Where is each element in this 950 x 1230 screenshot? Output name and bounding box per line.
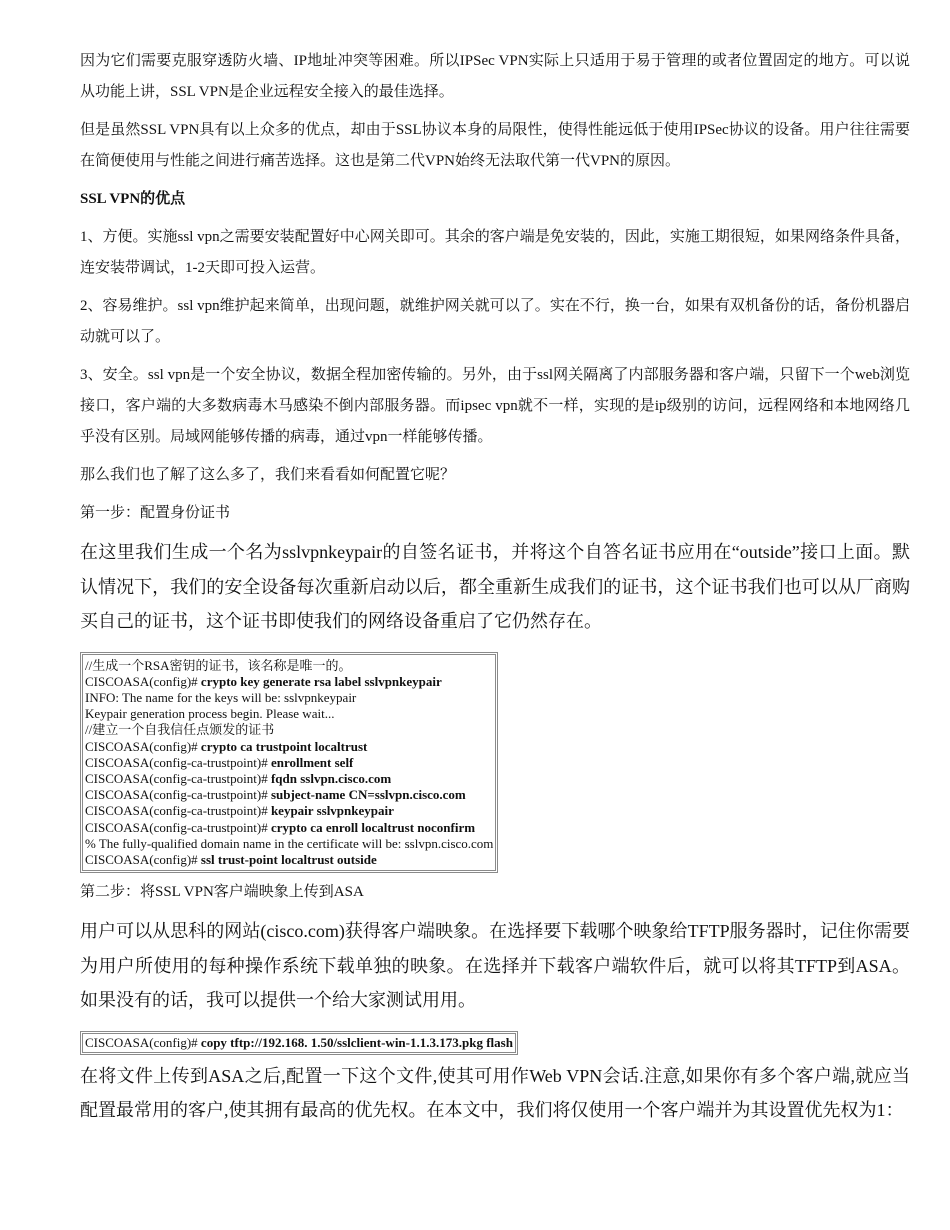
document-page <box>80 46 910 1137</box>
code-line: CISCOASA(config)# ssl trust-point localtrust outside <box>85 851 377 867</box>
step1-code-block <box>80 652 498 874</box>
code-line: % The fully-qualified domain name in the certificate will be: sslvpn.cisco.com <box>85 835 494 851</box>
advantage-item-3: 3、安全。ssl vpn是一个安全协议，数据全程加密传输的。另外，由于ssl网关隔离了内部服务器和客户端，只留下一个web浏览接口，客户端的大多数病毒木马感染不倒内部服务器。而ipsec vpn就不一样，实现的是ip级别的访问，远程网络和本地网络几乎没有区别。局域网能够传播的病毒，通过vpn一样能够传播。 <box>80 367 910 445</box>
code-line: CISCOASA(config-ca-trustpoint)# enrollment self <box>85 754 354 770</box>
step2-description: 用户可以从思科的网站(cisco.com)获得客户端映象。在选择要下载哪个映象给TFTP服务器时，记住你需要为用户所使用的每种操作系统下载单独的映象。在选择并下载客户端软件后，就可以将其TFTP到ASA。如果没有的话，我可以提供一个给大家测试用用。 <box>80 921 910 1011</box>
code-line: INFO: The name for the keys will be: sslvpnkeypair <box>85 689 357 705</box>
transition-text: 那么我们也了解了这么多了，我们来看看如何配置它呢？ <box>80 467 456 483</box>
code-line: CISCOASA(config)# copy tftp://192.168. 1.50/sslclient-win-1.1.3.173.pkg flash <box>85 1034 513 1050</box>
code-line: CISCOASA(config-ca-trustpoint)# fqdn sslvpn.cisco.com <box>85 770 392 786</box>
code-line: CISCOASA(config)# crypto ca trustpoint localtrust <box>85 738 368 754</box>
intro-paragraph-1: 因为它们需要克服穿透防火墙、IP地址冲突等困难。所以IPSec VPN实际上只适用于易于管理的或者位置固定的地方。可以说从功能上讲，SSL VPN是企业远程安全接入的最佳选择。 <box>80 53 910 100</box>
step1-title: 第一步：配置身份证书 <box>80 505 231 521</box>
code-line: //建立一个自我信任点颁发的证书 <box>85 722 275 738</box>
advantage-item-2: 2、容易维护。ssl vpn维护起来简单，出现问题，就维护网关就可以了。实在不行，换一台，如果有双机备份的话，备份机器启动就可以了。 <box>80 298 910 345</box>
step1-description: 在这里我们生成一个名为sslvpnkeypair的自签名证书，并将这个自答名证书应用在“outside”接口上面。默认情况下，我们的安全设备每次重新启动以后，都全重新生成我们的证书，这个证书我们也可以从厂商购买自己的证书，这个证书即使我们的网络设备重启了它仍然存在。 <box>80 542 910 631</box>
advantages-heading: SSL VPN的优点 <box>80 191 186 207</box>
code-line: CISCOASA(config-ca-trustpoint)# subject-name CN=sslvpn.cisco.com <box>85 787 466 803</box>
code-line: CISCOASA(config-ca-trustpoint)# keypair sslvpnkeypair <box>85 803 394 819</box>
step2-title: 第二步：将SSL VPN客户端映象上传到ASA <box>80 884 364 901</box>
step2-code-block <box>80 1031 518 1055</box>
code-line: CISCOASA(config)# crypto key generate rsa label sslvpnkeypair <box>85 673 442 689</box>
code-line: Keypair generation process begin. Please wait... <box>85 706 335 722</box>
advantage-item-1: 1、方便。实施ssl vpn之需要安装配置好中心网关即可。其余的客户端是免安装的，因此，实施工期很短，如果网络条件具备，连安装带调试，1-2天即可投入运营。 <box>80 229 910 276</box>
code-line: //生成一个RSA密钥的证书，该名称是唯一的。 <box>85 657 352 673</box>
code-line: CISCOASA(config-ca-trustpoint)# crypto ca enroll localtrust noconfirm <box>85 819 476 835</box>
intro-paragraph-2: 但是虽然SSL VPN具有以上众多的优点，却由于SSL协议本身的局限性，使得性能远低于使用IPSec协议的设备。用户往往需要在简便使用与性能之间进行痛苦选择。这也是第二代VPN始终无法取代第一代VPN的原因。 <box>80 122 910 169</box>
step2-after-text: 在将文件上传到ASA之后,配置一下这个文件,使其可用作Web VPN会话.注意,如果你有多个客户端,就应当配置最常用的客户,使其拥有最高的优先权。在本文中，我们将仅使用一个客户端并为其设置优先权为1： <box>80 1065 910 1121</box>
